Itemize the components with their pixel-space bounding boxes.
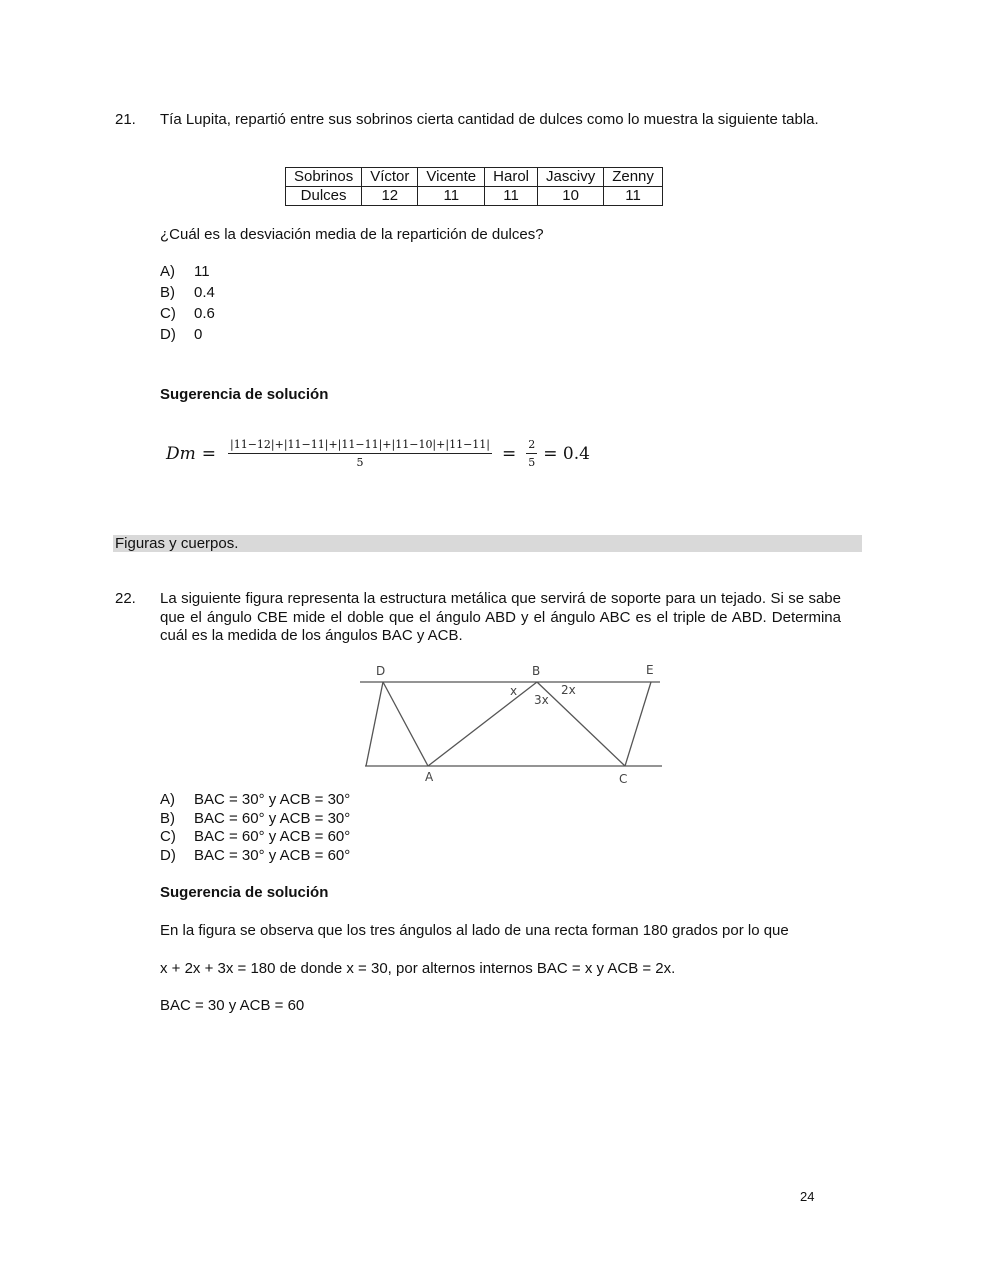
formula-fraction-2	[526, 438, 537, 469]
table-cell: 11	[485, 187, 538, 206]
label-x: x	[510, 684, 518, 698]
option-d[interactable]: D) BAC = 30° y ACB = 60°	[160, 846, 351, 864]
solution-line-1: En la figura se observa que los tres ángulos al lado de una recta forman 180 grados por lo que	[160, 922, 789, 939]
table-cell: 11	[604, 187, 663, 206]
formula-fraction	[228, 438, 492, 469]
formula-denominator-2: 5	[528, 456, 536, 469]
formula-equals: =	[201, 443, 216, 464]
solution-title-22: Sugerencia de solución	[160, 884, 329, 901]
formula-numerator-2: 2	[526, 438, 537, 454]
question-21-number: 21.	[115, 111, 136, 128]
mean-deviation-formula	[166, 438, 590, 469]
formula-result: = 0.4	[543, 443, 590, 464]
option-a[interactable]: A) 11	[160, 263, 210, 280]
solution-title-21: Sugerencia de solución	[160, 386, 329, 403]
option-c[interactable]: C) BAC = 60° y ACB = 60°	[160, 828, 351, 845]
section-header: Figuras y cuerpos.	[113, 535, 862, 552]
table-row	[286, 187, 663, 206]
question-22-text: La siguiente figura representa la estructura metálica que servirá de soporte para un tejado. Si se sabe que el ángulo CBE mide el doble que el ángulo ABD y el ángulo ABC es el triple de ABD. Determina cuál es la medida de los ángulos BAC y ACB.	[160, 590, 841, 644]
table-header-row	[286, 168, 663, 187]
table-cell: Dulces	[286, 187, 362, 206]
option-b[interactable]: B) 0.4	[160, 284, 215, 301]
option-b[interactable]: B) BAC = 60° y ACB = 30°	[160, 809, 351, 827]
label-a: A	[425, 770, 434, 784]
label-c: C	[619, 772, 628, 786]
label-d: D	[376, 664, 386, 678]
question-21-prompt: ¿Cuál es la desviación media de la repartición de dulces?	[160, 226, 544, 243]
table-cell: Vicente	[418, 168, 485, 187]
option-c[interactable]: C) 0.6	[160, 305, 215, 322]
page-number: 24	[800, 1189, 815, 1204]
roof-structure-figure	[355, 658, 670, 790]
question-21-text: Tía Lupita, repartió entre sus sobrinos cierta cantidad de dulces como lo muestra la siguiente tabla.	[160, 111, 819, 128]
table-cell: Jascivy	[538, 168, 604, 187]
question-21-options	[160, 261, 215, 345]
option-a[interactable]: A) BAC = 30° y ACB = 30°	[160, 791, 351, 808]
table-cell: Sobrinos	[286, 168, 362, 187]
formula-denominator: 5	[356, 456, 364, 469]
solution-line-3: BAC = 30 y ACB = 60	[160, 997, 305, 1014]
question-22-number: 22.	[115, 590, 136, 607]
label-2x: 2x	[561, 683, 576, 697]
label-b: B	[532, 664, 541, 678]
table-cell: 10	[538, 187, 604, 206]
label-3x: 3x	[534, 693, 549, 707]
table-cell: Víctor	[362, 168, 418, 187]
formula-numerator: |11−12|+|11−11|+|11−11|+|11−10|+|11−11|	[228, 438, 492, 454]
option-d[interactable]: D) 0	[160, 326, 203, 343]
label-e: E	[646, 663, 654, 677]
table-cell: 11	[418, 187, 485, 206]
solution-line-2: x + 2x + 3x = 180 de donde x = 30, por alternos internos BAC = x y ACB = 2x.	[160, 960, 676, 977]
table-cell: 12	[362, 187, 418, 206]
formula-equals-2: =	[501, 443, 517, 464]
table-cell: Zenny	[604, 168, 663, 187]
formula-lhs: Dm	[166, 443, 196, 464]
dulces-table	[285, 167, 663, 206]
question-22-options	[160, 791, 350, 865]
table-cell: Harol	[485, 168, 538, 187]
